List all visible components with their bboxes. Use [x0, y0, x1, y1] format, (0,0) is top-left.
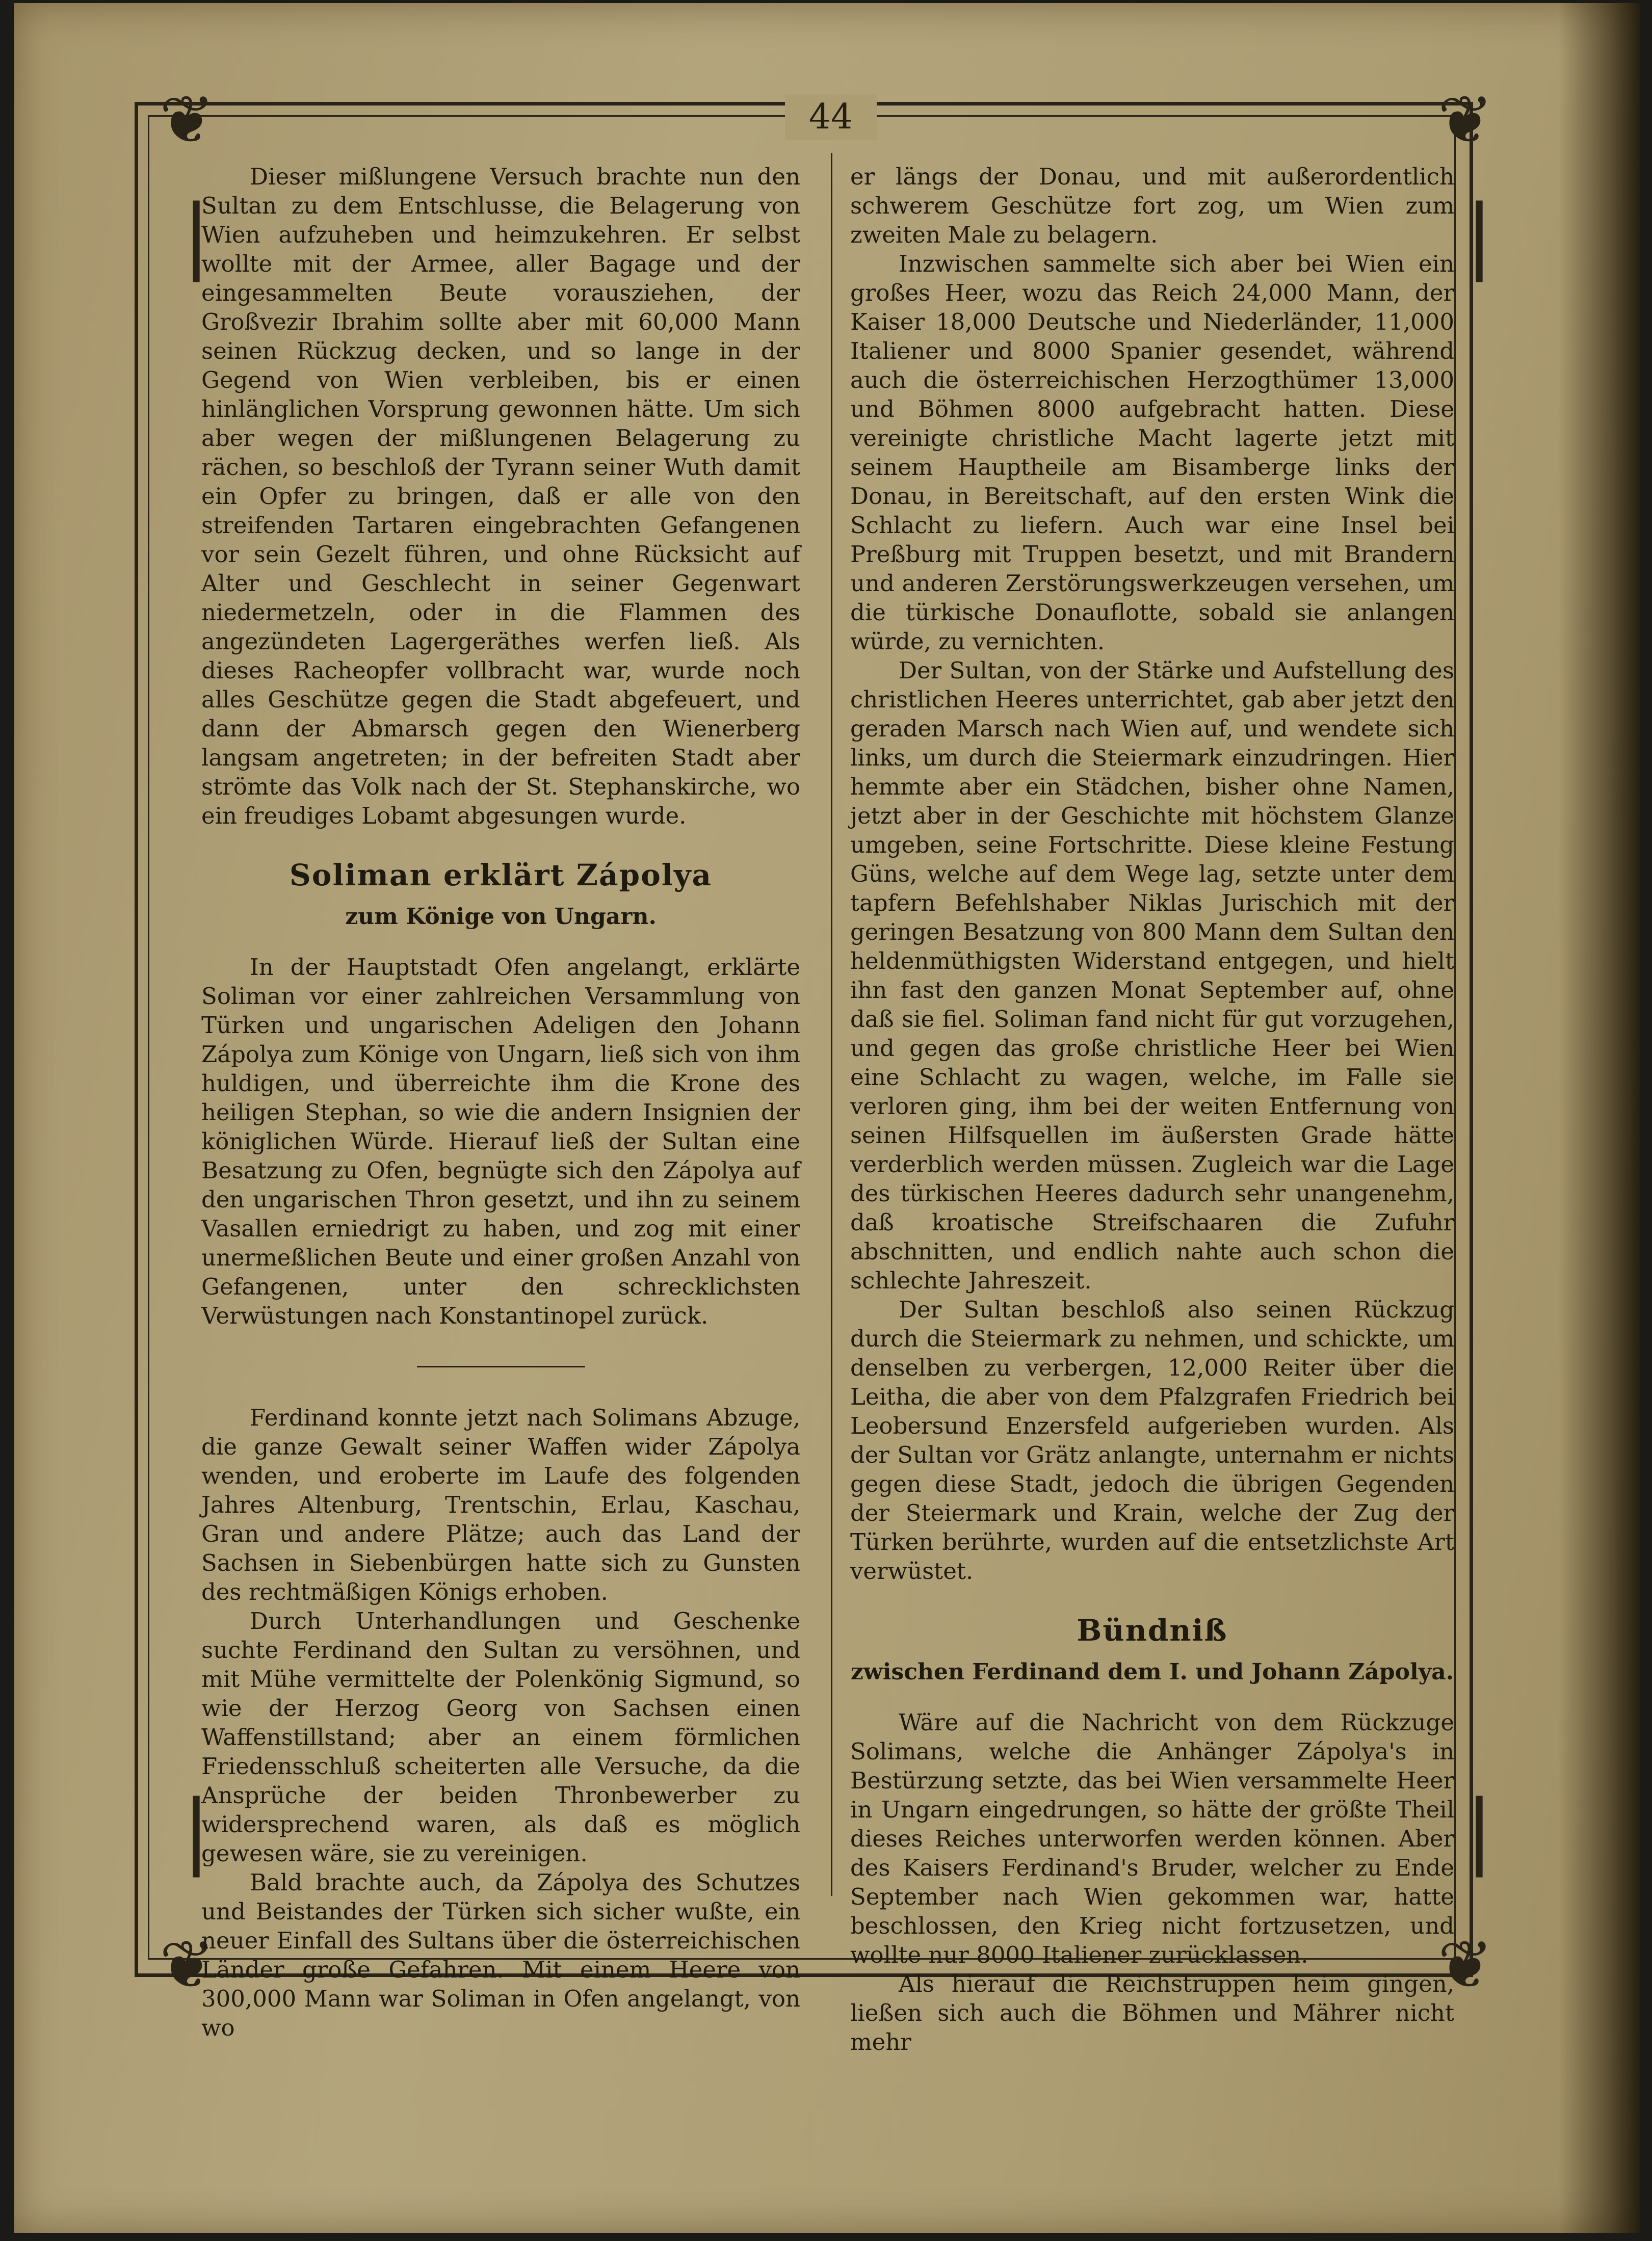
paragraph: Bald brachte auch, da Zápolya des Schutzes und Beistandes der Türken sich sicher wußte, ein neuer Einfall des Sultans über die österreichischen Länder große Gefahren. Mit einem Heere von 300,000 Mann war Soliman in Ofen angelangt, von wo: [201, 1869, 800, 2041]
right-column: [850, 162, 1454, 2057]
paragraph: er längs der Donau, und mit außerordentlich schwerem Geschütze fort zog, um Wien zum zweiten Male zu belagern.: [850, 163, 1454, 248]
paragraph: Der Sultan beschloß also seinen Rückzug durch die Steiermark zu nehmen, und schickte, um denselben zu verbergen, 12,000 Reiter über die Leitha, die aber von dem Pfalzgrafen Friedrich bei Leobersund Enzersfeld aufgerieben wurden. Als der Sultan vor Grätz anlangte, unternahm er nichts gegen diese Stadt, jedoch die übrigen Gegenden der Steiermark und Krain, welche der Zug der Türken berührte, wurden auf die entsetzlichste Art verwüstet.: [850, 1296, 1454, 1585]
paragraph: Inzwischen sammelte sich aber bei Wien ein großes Heer, wozu das Reich 24,000 Mann, der Kaiser 18,000 Deutsche und Niederländer, 11,000 Italiener und 8000 Spanier gesendet, während auch die österreichischen Herzogthümer 13,000 und Böhmen 8000 aufgebracht hatten. Diese vereinigte christliche Macht lagerte jetzt mit seinem Hauptheile am Bisamberge links der Donau, in Bereitschaft, auf den ersten Wink die Schlacht zu liefern. Auch war eine Insel bei Preßburg mit Truppen besetzt, und mit Brandern und anderen Zerstörungswerkzeugen versehen, um die türkische Donauflotte, sobald sie anlangen würde, zu vernichten.: [850, 250, 1454, 655]
paragraph: Als hierauf die Reichstruppen heim gingen, ließen sich auch die Böhmen und Mährer nicht mehr: [850, 1970, 1454, 2055]
paragraph: Wäre auf die Nachricht von dem Rückzuge Solimans, welche die Anhänger Zápolya's in Bestürzung setzte, das bei Wien versammelte Heer in Ungarn eingedrungen, so hätte der größte Theil dieses Reiches unterworfen werden können. Aber des Kaisers Ferdinand's Bruder, welcher zu Ende September nach Wien gekommen war, hatte beschlossen, den Krieg nicht fortzusetzen, und wollte nur 8000 Italiener zurücklassen.: [850, 1709, 1454, 1968]
page-gutter-shadow: [1559, 3, 1640, 2233]
section-heading: Soliman erklärt Zápolya: [289, 858, 713, 892]
paragraph: Durch Unterhandlungen und Geschenke suchte Ferdinand den Sultan zu versöhnen, und mit Mühe vermittelte der Polenkönig Sigmund, so wie der Herzog Georg von Sachsen einen Waffenstillstand; aber an einem förmlichen Friedensschluß scheiterten alle Versuche, da die Ansprüche der beiden Thronbewerber zu widersprechend waren, als daß es möglich gewesen wäre, sie zu vereinigen.: [201, 1607, 800, 1867]
paragraph: Dieser mißlungene Versuch brachte nun den Sultan zu dem Entschlusse, die Belagerung von Wien aufzuheben und heimzukehren. Er selbst wollte mit der Armee, aller Bagage und der eingesammelten Beute vorausziehen, der Großvezir Ibrahim sollte aber mit 60,000 Mann seinen Rückzug decken, und so lange in der Gegend von Wien verbleiben, bis er einen hinlänglichen Vorsprung gewonnen hätte. Um sich aber wegen der mißlungenen Belagerung zu rächen, so beschloß der Tyrann seiner Wuth damit ein Opfer zu bringen, daß er alle von den streifenden Tartaren eingebrachten Gefangenen vor sein Gezelt führen, und ohne Rücksicht auf Alter und Geschlecht in seiner Gegenwart niedermetzeln, oder in die Flammen des angezündeten Lagergeräthes werfen ließ. Als dieses Racheopfer vollbracht war, wurde noch alles Geschütze gegen die Stadt abgefeuert, und dann der Abmarsch gegen den Wienerberg langsam angetreten; in der befreiten Stadt aber strömte das Volk nach der St. Stephanskirche, wo ein freudiges Lobamt abgesungen wurde.: [201, 163, 800, 829]
side-ornament-right-top-icon: ❘: [1445, 187, 1514, 282]
section-divider: [417, 1366, 585, 1367]
column-divider-rule: [831, 153, 832, 1896]
paragraph: Ferdinand konnte jetzt nach Solimans Abzuge, die ganze Gewalt seiner Waffen wider Zápolya wenden, und eroberte im Laufe des folgenden Jahres Altenburg, Trentschin, Erlau, Kaschau, Gran und andere Plätze; auch das Land der Sachsen in Siebenbürgen hatte sich zu Gunsten des rechtmäßigen Königs erhoben.: [201, 1404, 800, 1605]
corner-ornament-top-right-icon: ❦: [1437, 81, 1493, 159]
corner-ornament-bottom-right-icon: ❦: [1437, 1926, 1493, 2003]
corner-ornament-bottom-left-icon: ❦: [159, 1926, 215, 2003]
side-ornament-left-bottom-icon: ❘: [162, 1782, 231, 1877]
section-subheading: zwischen Ferdinand dem I. und Johann Zápolya.: [850, 1659, 1454, 1685]
corner-ornament-top-left-icon: ❦: [159, 81, 215, 159]
page-number: 44: [785, 94, 877, 140]
section-heading: Bündniß: [1077, 1613, 1228, 1648]
section-subheading: zum Könige von Ungarn.: [345, 904, 657, 930]
paragraph: In der Hauptstadt Ofen angelangt, erklärte Soliman vor einer zahlreichen Versammlung von Türken und ungarischen Adeligen den Johann Zápolya zum Könige von Ungarn, ließ sich von ihm huldigen, und überreichte ihm die Krone des heiligen Stephan, so wie die andern Insignien der königlichen Würde. Hierauf ließ der Sultan eine Besatzung zu Ofen, begnügte sich den Zápolya auf den ungarischen Thron gesetzt, und ihn zu seinem Vasallen erniedrigt zu haben, und zog mit einer unermeßlichen Beute und einer großen Anzahl von Gefangenen, unter den schrecklichsten Verwüstungen nach Konstantinopel zurück.: [201, 954, 800, 1329]
side-ornament-left-top-icon: ❘: [162, 187, 231, 282]
left-column: [201, 162, 800, 2042]
paragraph: Der Sultan, von der Stärke und Aufstellung des christlichen Heeres unterrichtet, gab aber jetzt den geraden Marsch nach Wien auf, und wendete sich links, um durch die Steiermark einzudringen. Hier hemmte aber ein Städchen, bisher ohne Namen, jetzt aber in der Geschichte mit höchstem Glanze umgeben, seine Fortschritte. Diese kleine Festung Güns, welche auf dem Wege lag, setzte unter dem tapfern Befehlshaber Niklas Jurischich mit der geringen Besatzung von 800 Mann dem Sultan den heldenmüthigsten Widerstand entgegen, und hielt ihn fast den ganzen Monat September auf, ohne daß sie fiel. Soliman fand nicht für gut vorzugehen, und gegen das große christliche Heer bei Wien eine Schlacht zu wagen, welche, im Falle sie verloren ging, ihm bei der weiten Entfernung von seinen Hilfsquellen im äußersten Grade hätte verderblich werden müssen. Zugleich war die Lage des türkischen Heeres dadurch sehr unangenehm, daß kroatische Streifschaaren die Zufuhr abschnitten, und endlich nahte auch schon die schlechte Jahreszeit.: [850, 657, 1454, 1294]
side-ornament-right-bottom-icon: ❘: [1445, 1782, 1514, 1877]
